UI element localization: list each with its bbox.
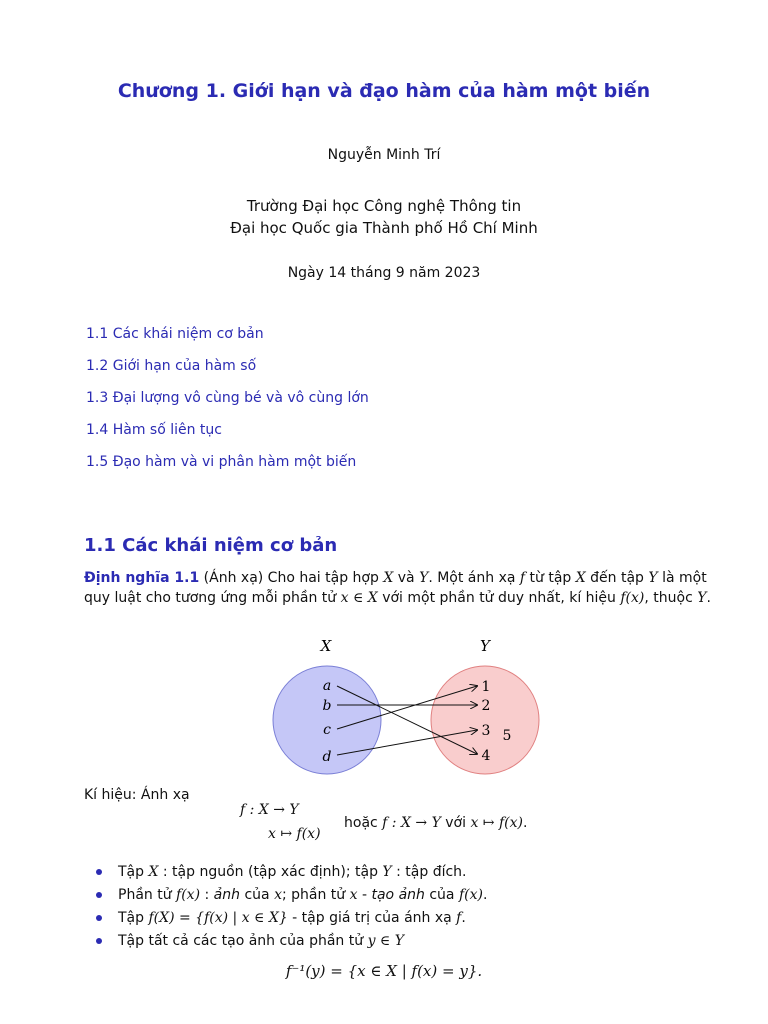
definition-text: đến tập bbox=[585, 570, 649, 586]
term-anh: ảnh bbox=[213, 887, 240, 903]
bullet-text: : tập nguồn (tập xác định); tập bbox=[158, 864, 383, 880]
preimage-formula: f⁻¹(y) = {x ∈ X | f(x) = y}. bbox=[285, 962, 483, 980]
page-title: Chương 1. Giới hạn và đạo hàm của hàm một biến bbox=[117, 80, 651, 102]
set-y-label: Y bbox=[480, 637, 490, 655]
bullet-text: của bbox=[240, 887, 275, 903]
math-x: X bbox=[383, 570, 394, 586]
element-1: 1 bbox=[481, 679, 491, 695]
bullet-text: - tập giá trị của ánh xạ bbox=[287, 910, 457, 926]
element-d: d bbox=[322, 749, 332, 765]
bullet-item-3 bbox=[96, 908, 487, 931]
bullet-text: Tập tất cả các tạo ảnh của phần tử bbox=[118, 933, 368, 949]
element-5: 5 bbox=[502, 728, 512, 744]
math-f: f bbox=[456, 910, 462, 926]
math-x: X bbox=[148, 864, 159, 880]
period: . bbox=[522, 815, 528, 831]
or-word: hoặc bbox=[344, 815, 383, 831]
bullet-text: ; phần tử bbox=[281, 887, 350, 903]
math-image-set: f(X) = {f(x) | x ∈ X} bbox=[148, 910, 288, 926]
bullet-text: : bbox=[200, 887, 214, 903]
definition-text: với một phần tử duy nhất, kí hiệu bbox=[377, 590, 621, 606]
math-x: X bbox=[575, 570, 586, 586]
math-f: f bbox=[519, 570, 526, 586]
bullet-text: Tập bbox=[118, 910, 149, 926]
definition-text: là một quy luật cho tương ứng mỗi phần tử bbox=[84, 570, 707, 606]
math-x-var: x bbox=[349, 887, 358, 903]
toc-item-5[interactable]: 1.5 Đạo hàm và vi phân hàm một biến bbox=[86, 454, 357, 470]
bullet-text: : tập đích. bbox=[391, 864, 467, 880]
institution-line-1: Trường Đại học Công nghệ Thông tin bbox=[246, 197, 522, 215]
math-fx: f(x) bbox=[620, 590, 645, 606]
alt-map: f : X → Y bbox=[382, 815, 441, 831]
bullet-text: của bbox=[424, 887, 459, 903]
element-a: a bbox=[322, 678, 332, 694]
bullet-item-4 bbox=[96, 931, 487, 954]
date: Ngày 14 tháng 9 năm 2023 bbox=[287, 265, 481, 281]
bullet-text: Phần tử bbox=[118, 887, 177, 903]
element-b: b bbox=[322, 698, 332, 714]
notation-alt bbox=[344, 815, 527, 831]
author: Nguyễn Minh Trí bbox=[327, 147, 441, 163]
math-x-in-x: x ∈ X bbox=[340, 590, 378, 606]
section-heading: 1.1 Các khái niệm cơ bản bbox=[84, 535, 338, 556]
definition-text: . bbox=[706, 590, 711, 606]
term-tao-anh: tạo ảnh bbox=[371, 887, 425, 903]
bullet-text: - bbox=[357, 887, 372, 903]
toc-item-1[interactable]: 1.1 Các khái niệm cơ bản bbox=[86, 326, 264, 342]
bullet-item-1 bbox=[96, 862, 487, 885]
math-y: Y bbox=[419, 570, 429, 586]
map-line-1: f : X → Y bbox=[240, 802, 299, 818]
bullet-list bbox=[96, 862, 487, 954]
math-y-in-y: y ∈ Y bbox=[367, 933, 404, 949]
definition-head: Định nghĩa 1.1 bbox=[84, 570, 200, 586]
notation-label: Kí hiệu: Ánh xạ bbox=[84, 787, 190, 803]
with-word: với bbox=[440, 815, 471, 831]
bullet-item-2 bbox=[96, 885, 487, 908]
alt-rule: x ↦ f(x) bbox=[470, 815, 523, 831]
bullet-text: Tập bbox=[118, 864, 149, 880]
element-2: 2 bbox=[481, 698, 491, 714]
element-4: 4 bbox=[481, 748, 491, 764]
toc-item-3[interactable]: 1.3 Đại lượng vô cùng bé và vô cùng lớn bbox=[86, 390, 369, 406]
math-y: Y bbox=[697, 590, 707, 606]
map-line-2: x ↦ f(x) bbox=[268, 826, 321, 842]
bullet-text: . bbox=[482, 887, 488, 903]
element-c: c bbox=[323, 722, 331, 738]
set-x-label: X bbox=[320, 637, 332, 655]
definition-text: từ tập bbox=[525, 570, 576, 586]
element-3: 3 bbox=[481, 723, 491, 739]
math-y: Y bbox=[382, 864, 392, 880]
definition-text: . Một ánh xạ bbox=[428, 570, 520, 586]
toc-item-4[interactable]: 1.4 Hàm số liên tục bbox=[86, 422, 222, 438]
bullet-text: . bbox=[461, 910, 466, 926]
math-x-var: x bbox=[274, 887, 282, 903]
toc-item-2[interactable]: 1.2 Giới hạn của hàm số bbox=[86, 358, 257, 374]
definition-text: (Ánh xạ) Cho hai tập hợp bbox=[199, 570, 384, 586]
definition-text: , thuộc bbox=[644, 590, 698, 606]
definition-text: và bbox=[393, 570, 420, 586]
institution-line-2: Đại học Quốc gia Thành phố Hồ Chí Minh bbox=[230, 219, 538, 237]
math-fx: f(x) bbox=[176, 887, 201, 903]
math-fx: f(x) bbox=[458, 887, 483, 903]
math-y: Y bbox=[648, 570, 658, 586]
